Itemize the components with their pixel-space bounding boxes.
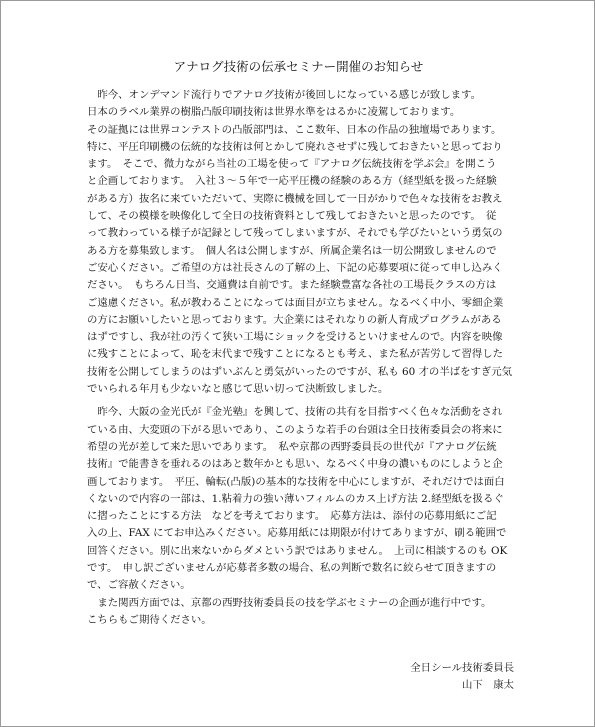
body-line: って教わっている様子が記録として残ってしまいますが、それでも学びたいという勇気の (87, 227, 503, 240)
body-line: と企画しております。 入社３～５年で一応平圧機の経験のある方（経型紙を扱った経験 (87, 175, 497, 188)
body-line: 昨今、大阪の金光氏が『金光塾』を興して、技術の共有を目指すべく色々な活動をされ (87, 406, 503, 419)
body-line: 画しております。 平圧、輪転(凸版)の基本的な技術を中心にしますが、それだけでは面白 (87, 475, 505, 488)
body-line: 入の上、FAX にてお申込みください。応募用紙には期限が付けてありますが、刷る範囲で (87, 527, 507, 540)
body-line: また関西方面では、京都の西野技術委員長の技を学ぶセミナーの企画が進行中です。 (87, 596, 492, 609)
body-line: 技術』で能書きを垂れるのはあと数年かとも思い、なるべく中身の濃いものにしようと企 (87, 458, 503, 471)
body-line: 希望の光が差して来た思いであります。 私や京都の西野委員長の世代が『アナログ伝統 (87, 440, 497, 453)
body-line: ご遠慮ください。私が教わることになっては面目が立ちません。なるべく中小、零細企業 (87, 296, 504, 309)
body-line: こちらもご期待ください。 (87, 613, 212, 626)
body-line: ます。 そこで、微力ながら当社の工場を使って『アナログ伝統技術を学ぶ会』を開こう (87, 158, 497, 171)
body-line: でいられる年月も少ないなと感じて思い切って決断致しました。 (87, 383, 389, 396)
body-line: 回答ください。別に出来ないからダメという訳ではありません。 上司に相談するのも OK (87, 544, 508, 557)
body-line: です。 申し訳ございませんが応募者多数の場合、私の判断で数名に絞らせて頂きますの (87, 562, 497, 575)
body-line: その証拠には世界コンテストの凸版部門は、ここ数年、日本の作品の独壇場であります。 (87, 123, 502, 136)
body-line: ご安心ください。ご希望の方は社長さんの了解の上、下記の応募要項に従って申し込みく (87, 261, 503, 274)
body-line: ある方を募集致します。 個人名は公開しますが、所属企業名は一切公開致しませんので (87, 244, 497, 257)
document-title: アナログ技術の伝承セミナー開催のお知らせ (173, 59, 424, 74)
document-body (87, 87, 525, 629)
body-line: に摺ったことにする方法 などを考えております。 応募方法は、添付の応募用紙にご記 (87, 510, 497, 523)
body-line: 昨今、オンデマンド流行りでアナログ技術が後回しになっている感じが致します。 (87, 89, 482, 101)
body-line: して、その模様を映像化して全日の技術資料として残しておきたいと思ったのです。 従 (87, 210, 497, 223)
signature-name: 山下 康太 (462, 679, 514, 692)
body-line: に残すことによって、恥を末代まで残すことになるとも考え、また私が苦労して習得した (87, 348, 504, 361)
body-line: の方にお願いしたいと思っております。大企業にはそれなりの新人育成プログラムがある (87, 313, 502, 326)
body-line: ている由、大変頭の下がる思いであり、このような若手の台頭は全日技術委員会の将来に (87, 423, 503, 436)
body-line: ださい。 もちろん日当、交通費は自前です。また経験豊富な各社の工場長クラスの方は (87, 279, 497, 292)
body-line: 日本のラベル業界の樹脂凸版印刷技術は世界水準をはるかに凌駕しております。 (87, 106, 461, 119)
body-line: 特に、平圧印刷機の伝統的な技術は何とかして廃れさせずに残しておきたいと思っており (87, 140, 503, 153)
body-line: くないので内容の一部は、1.粘着力の強い薄いフィルムのカス上げ方法 2.経型紙を扱るぐ (87, 492, 504, 505)
signature-org: 全日シール技術委員長 (410, 662, 514, 674)
signature-block (410, 660, 514, 695)
body-line: で、ご容赦ください。 (87, 579, 191, 592)
body-line: はずですし、我が社の汚くて狭い工場にショックを受けるといけませんので。内容を映像 (87, 331, 503, 344)
body-line: がある方）抜名に来ていただいて、実際に機械を回して一日がかりで色々な技術をお教え (87, 192, 503, 205)
body-line: 技術を公開してしまうのはずいぶんと勇気がいったのですが、私も 60 才の半ばをすぎ元気 (87, 365, 513, 378)
